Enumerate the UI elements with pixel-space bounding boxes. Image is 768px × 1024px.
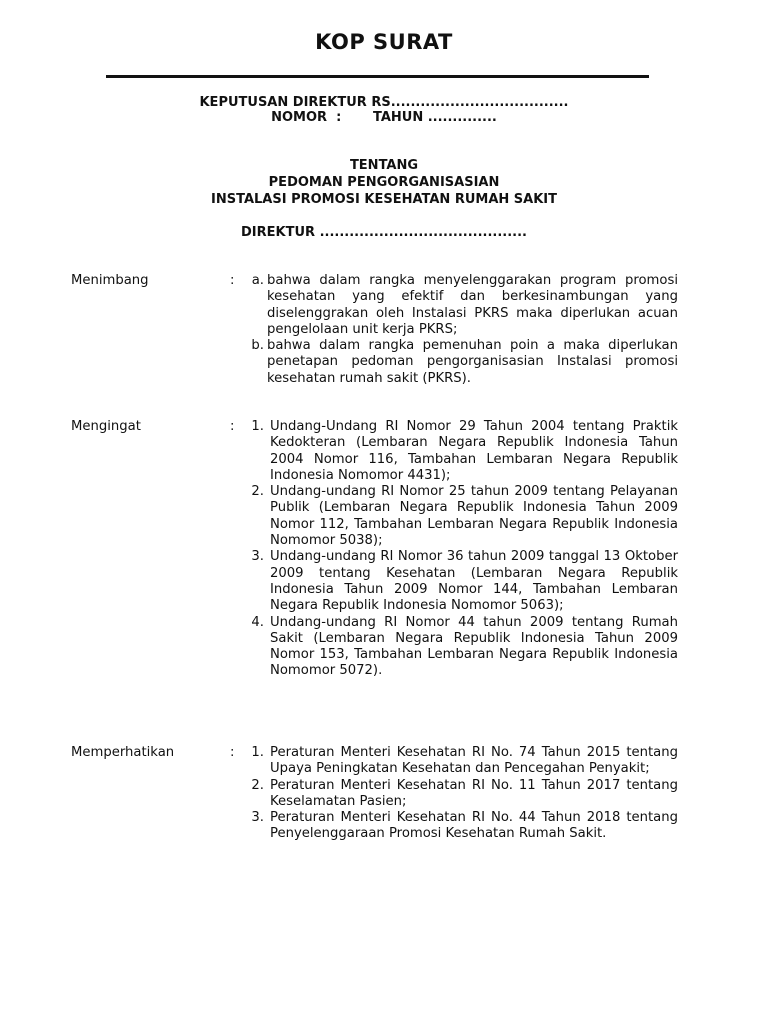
letterhead-rule — [106, 75, 649, 78]
list-item — [244, 778, 678, 811]
section-label-mengingat: Mengingat — [71, 419, 141, 434]
list-item-text: bahwa dalam rangka pemenuhan poin a maka diperlukan penetapan pedoman pengorganisasian Instalasi promosi kesehatan rumah sakit (PKRS). — [267, 338, 678, 386]
section-colon: : — [230, 745, 235, 760]
direktur-heading: DIREKTUR .......................................... — [241, 225, 527, 240]
list-marker: 4. — [251, 614, 264, 630]
list-item-text: bahwa dalam rangka menyelenggarakan program promosi kesehatan yang efektif dan berkesinambungan yang diselenggrakan oleh Instalasi PKRS maka diperlukan acuan pengelolaan unit kerja PKRS; — [267, 273, 678, 337]
list-item-text: Undang-Undang RI Nomor 29 Tahun 2004 tentang Praktik Kedokteran (Lembaran Negara Republik Indonesia Tahun 2004 Nomor 116, Tambahan Lembaran Negara Republik Indonesia Nomomor 4431); — [270, 419, 678, 483]
list-marker: 1. — [251, 745, 264, 760]
list-item — [244, 273, 678, 338]
menimbang-list — [244, 273, 678, 387]
decree-title-line-2: INSTALASI PROMOSI KESEHATAN RUMAH SAKIT — [211, 192, 557, 207]
list-item — [244, 810, 678, 843]
list-marker: 2. — [251, 777, 264, 793]
memperhatikan-list — [244, 745, 678, 843]
list-item-text: Peraturan Menteri Kesehatan RI No. 74 Tahun 2015 tentang Upaya Peningkatan Kesehatan dan Pencegahan Penyakit; — [270, 745, 678, 777]
list-marker: 3. — [251, 810, 264, 826]
list-item — [244, 745, 678, 778]
section-colon: : — [230, 419, 235, 434]
list-item-text: Undang-undang RI Nomor 36 tahun 2009 tanggal 13 Oktober 2009 tentang Kesehatan (Lembaran Negara Republik Indonesia Tahun 2009 Nomor 144, Tambahan Lembaran Negara Republik Indonesia Nomomor 5063); — [270, 549, 678, 614]
tentang-heading: TENTANG — [349, 158, 419, 173]
list-item — [244, 419, 678, 484]
list-item-text: Undang-undang RI Nomor 44 tahun 2009 tentang Rumah Sakit (Lembaran Negara Republik Indonesia Tahun 2009 Nomor 153, Tambahan Lembaran Negara Republik Indonesia Nomomor 5072). — [270, 614, 678, 679]
list-marker: 1. — [251, 419, 264, 434]
list-marker: b. — [251, 338, 264, 354]
list-item-text: Undang-undang RI Nomor 25 tahun 2009 tentang Pelayanan Publik (Lembaran Negara Republik Indonesia Tahun 2009 Nomor 112, Tambahan Lembaran Negara Republik Indonesia Nomomor 5038); — [270, 484, 678, 549]
list-marker: a. — [251, 273, 264, 288]
decree-number-line: NOMOR : TAHUN .............. — [271, 110, 497, 125]
list-item — [244, 484, 678, 549]
list-item-text: Peraturan Menteri Kesehatan RI No. 11 Tahun 2017 tentang Keselamatan Pasien; — [270, 777, 678, 809]
list-item — [244, 615, 678, 680]
section-label-memperhatikan: Memperhatikan — [71, 745, 175, 760]
list-item — [244, 549, 678, 614]
mengingat-list — [244, 419, 678, 680]
section-label-menimbang: Menimbang — [71, 273, 149, 288]
letterhead-title: KOP SURAT — [315, 30, 453, 54]
list-item — [244, 338, 678, 387]
decree-heading: KEPUTUSAN DIREKTUR RS.................................... — [199, 95, 569, 110]
section-colon: : — [230, 273, 235, 288]
list-marker: 3. — [251, 549, 264, 565]
list-marker: 2. — [251, 484, 264, 500]
list-item-text: Peraturan Menteri Kesehatan RI No. 44 Tahun 2018 tentang Penyelenggaraan Promosi Kesehatan Rumah Sakit. — [270, 810, 678, 842]
decree-title-line-1: PEDOMAN PENGORGANISASIAN — [268, 175, 500, 190]
